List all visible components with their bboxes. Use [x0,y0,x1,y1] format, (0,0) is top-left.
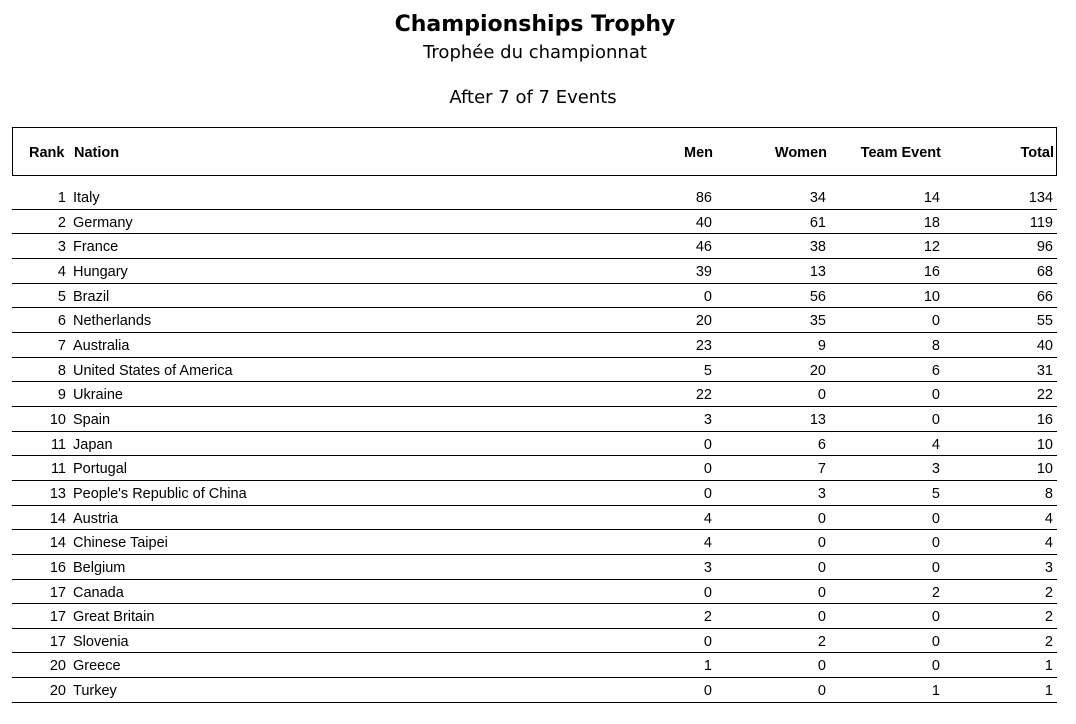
men-cell: 40 [695,214,712,231]
table-row [12,481,1057,506]
team-event-cell: 16 [923,263,940,280]
team-event-cell: 0 [931,658,940,675]
men-cell: 0 [703,461,712,478]
total-cell: 2 [1044,633,1053,650]
nation-cell: Chinese Taipei [73,535,168,552]
team-event-cell: 4 [931,436,940,453]
team-event-cell: 14 [923,190,940,206]
table-row [12,382,1057,407]
nation-cell: People's Republic of China [73,485,247,502]
rank-cell: 20 [49,683,66,700]
total-cell: 10 [1036,436,1053,453]
team-event-cell: 0 [931,411,940,428]
men-cell: 5 [703,362,712,379]
nation-cell: Greece [73,658,121,675]
women-cell: 6 [817,436,826,453]
women-cell: 0 [817,609,826,626]
team-event-cell: 6 [931,362,940,379]
women-cell: 2 [817,633,826,650]
table-row [12,358,1057,383]
nation-cell: Japan [73,436,113,453]
total-cell: 119 [1029,214,1053,231]
column-header-team-event: Team Event [860,145,941,161]
total-cell: 31 [1036,362,1053,379]
total-cell: 2 [1044,609,1053,626]
table-row [12,629,1057,654]
team-event-cell: 0 [931,559,940,576]
column-header-rank: Rank [29,145,65,161]
rank-cell: 10 [49,411,66,428]
team-event-cell: 12 [923,239,940,256]
team-event-cell: 8 [931,337,940,354]
rank-cell: 6 [57,313,66,330]
column-header-total: Total [1020,145,1054,161]
women-cell: 56 [809,288,826,305]
women-cell: 0 [817,683,826,700]
total-cell: 1 [1044,683,1053,700]
total-cell: 22 [1036,387,1053,404]
total-cell: 4 [1044,535,1053,552]
table-row [12,333,1057,358]
women-cell: 7 [817,461,826,478]
nation-cell: Belgium [73,559,126,576]
women-cell: 13 [809,411,826,428]
team-event-cell: 0 [931,313,940,330]
women-cell: 0 [817,387,826,404]
nation-cell: Austria [73,510,119,527]
rank-cell: 20 [49,658,66,675]
nation-cell: Turkey [73,683,117,700]
nation-cell: United States of America [73,362,233,379]
total-cell: 16 [1036,411,1053,428]
rank-cell: 17 [49,609,66,626]
total-cell: 1 [1044,658,1053,675]
men-cell: 2 [703,609,712,626]
nation-cell: Ukraine [73,387,123,404]
standings-table-body [12,185,1057,703]
men-cell: 39 [695,263,712,280]
nation-cell: Germany [73,214,133,231]
rank-cell: 4 [57,263,66,280]
table-row [12,432,1057,457]
men-cell: 86 [695,190,712,206]
column-header-women: Women [774,145,827,161]
women-cell: 34 [809,190,826,206]
nation-cell: Portugal [73,461,128,478]
total-cell: 10 [1036,461,1053,478]
men-cell: 0 [703,288,712,305]
rank-cell: 7 [57,337,66,354]
table-header [12,127,1057,176]
men-cell: 1 [703,658,712,675]
table-row [12,210,1057,235]
women-cell: 38 [809,239,826,256]
rank-cell: 1 [57,190,66,206]
total-cell: 40 [1036,337,1053,354]
total-cell: 8 [1044,485,1053,502]
rank-cell: 5 [57,288,66,305]
rank-cell: 13 [49,485,66,502]
table-row [12,407,1057,432]
men-cell: 0 [703,584,712,601]
total-cell: 3 [1044,559,1053,576]
total-cell: 96 [1036,239,1053,256]
women-cell: 9 [817,337,826,354]
team-event-cell: 0 [931,535,940,552]
women-cell: 61 [809,214,826,231]
rank-cell: 11 [50,461,66,478]
total-cell: 4 [1044,510,1053,527]
table-row [12,530,1057,555]
table-row [12,580,1057,605]
nation-cell: Canada [73,584,124,601]
women-cell: 35 [809,313,826,330]
rank-cell: 14 [49,510,66,527]
women-cell: 0 [817,510,826,527]
women-cell: 0 [817,584,826,601]
table-row [12,653,1057,678]
rank-cell: 17 [49,584,66,601]
men-cell: 3 [703,411,712,428]
men-cell: 4 [703,510,712,527]
total-cell: 134 [1028,190,1053,206]
table-row [12,234,1057,259]
rank-cell: 9 [57,387,66,404]
nation-cell: Australia [73,337,130,354]
rank-cell: 8 [57,362,66,379]
table-row [12,456,1057,481]
nation-cell: Brazil [73,288,110,305]
table-row [12,604,1057,629]
rank-cell: 2 [57,214,66,231]
team-event-cell: 0 [931,510,940,527]
rank-cell: 14 [49,535,66,552]
total-cell: 55 [1036,313,1053,330]
table-row [12,185,1057,210]
team-event-cell: 18 [923,214,940,231]
nation-cell: France [73,239,119,256]
table-row [12,678,1057,703]
men-cell: 0 [703,436,712,453]
men-cell: 4 [703,535,712,552]
page-subtitle: Trophée du championnat [423,42,647,63]
table-row [12,259,1057,284]
women-cell: 0 [817,559,826,576]
rank-cell: 11 [50,436,66,453]
table-row [12,284,1057,309]
rank-cell: 3 [57,239,66,256]
team-event-cell: 10 [923,288,940,305]
women-cell: 13 [809,263,826,280]
total-cell: 66 [1036,288,1053,305]
team-event-cell: 2 [931,584,940,601]
events-status: After 7 of 7 Events [449,87,617,108]
team-event-cell: 5 [931,485,940,502]
nation-cell: Slovenia [73,633,129,650]
nation-cell: Italy [73,190,100,206]
team-event-cell: 0 [931,387,940,404]
team-event-cell: 0 [931,633,940,650]
rank-cell: 17 [49,633,66,650]
nation-cell: Great Britain [73,609,155,626]
men-cell: 20 [695,313,712,330]
page-title: Championships Trophy [394,12,676,37]
column-header-men: Men [684,145,713,161]
nation-cell: Spain [73,411,111,428]
nation-cell: Netherlands [73,313,152,330]
column-header-nation: Nation [74,145,120,161]
women-cell: 0 [817,658,826,675]
men-cell: 0 [703,683,712,700]
total-cell: 68 [1036,263,1053,280]
men-cell: 0 [703,485,712,502]
women-cell: 0 [817,535,826,552]
women-cell: 20 [809,362,826,379]
men-cell: 22 [695,387,712,404]
table-row [12,506,1057,531]
men-cell: 0 [703,633,712,650]
women-cell: 3 [817,485,826,502]
total-cell: 2 [1044,584,1053,601]
team-event-cell: 0 [931,609,940,626]
table-row [12,308,1057,333]
nation-cell: Hungary [73,263,128,280]
men-cell: 3 [703,559,712,576]
rank-cell: 16 [49,559,66,576]
team-event-cell: 3 [931,461,940,478]
team-event-cell: 1 [931,683,940,700]
table-row [12,555,1057,580]
men-cell: 46 [695,239,712,256]
men-cell: 23 [695,337,712,354]
